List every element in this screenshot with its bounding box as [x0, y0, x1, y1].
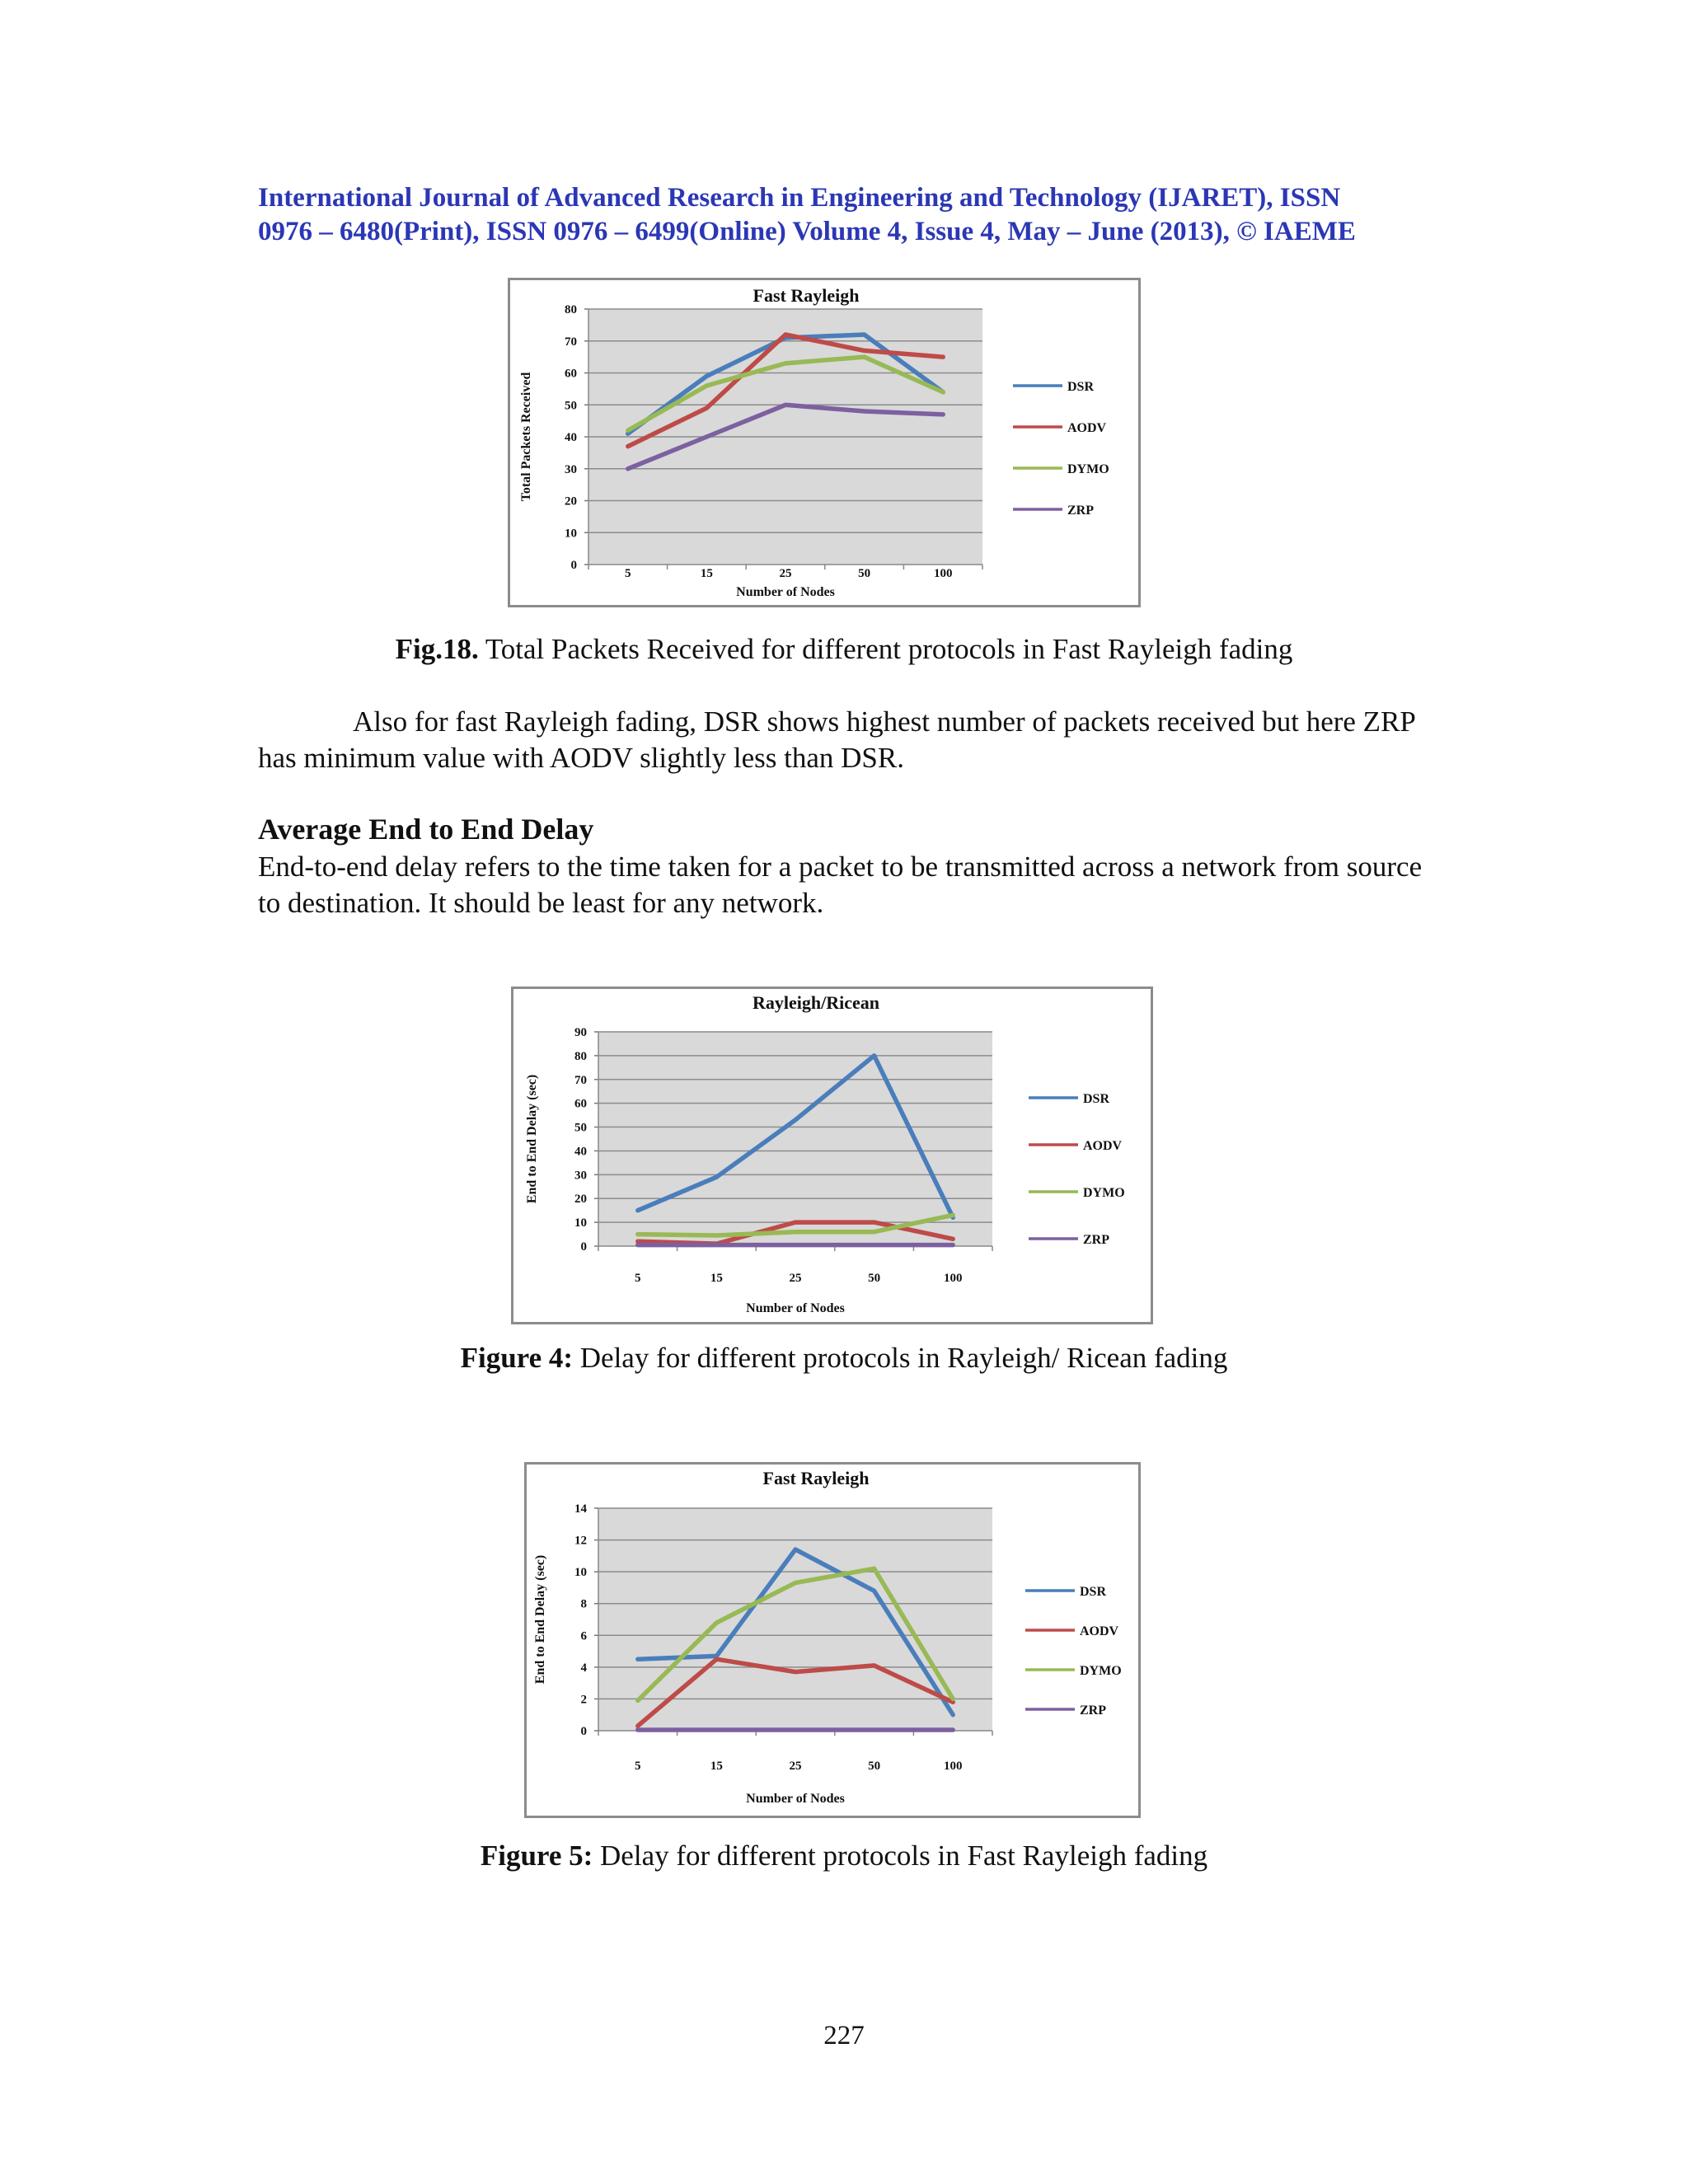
section-paragraph: End-to-end delay refers to the time taken for a packet to be transmitted across a network from source to destination. It should be least for any network. — [258, 851, 1423, 919]
chart-title: Fast Rayleigh — [762, 1468, 870, 1488]
fig18-caption — [0, 633, 1688, 666]
fig5-label: Figure 5: — [480, 1840, 593, 1872]
y-tick-label: 10 — [574, 1566, 587, 1580]
x-tick-label: 25 — [789, 1272, 802, 1285]
y-tick-label: 40 — [565, 431, 577, 444]
x-tick-label: 100 — [943, 1272, 963, 1285]
x-tick-label: 5 — [635, 1760, 641, 1773]
y-tick-label: 90 — [574, 1026, 587, 1039]
y-axis-label: End to End Delay (sec) — [533, 1554, 547, 1685]
legend-label-dymo: DYMO — [1080, 1664, 1122, 1678]
fig4-caption — [0, 1342, 1688, 1375]
header-line-2: 0976 – 6480(Print), ISSN 0976 – 6499(Online) Volume 4, Issue 4, May – June (2013), © IAEME — [258, 217, 1356, 246]
chart1-svg — [510, 280, 1138, 605]
y-tick-label: 20 — [565, 494, 577, 509]
x-tick-label: 15 — [710, 1760, 723, 1773]
chart-fast-rayleigh-packets — [508, 278, 1141, 607]
y-tick-label: 10 — [574, 1216, 587, 1230]
paragraph-1: Also for fast Rayleigh fading, DSR shows highest number of packets received but here ZRP has minimum value with AODV slightly less than DSR. — [258, 705, 1415, 774]
legend-label-dymo: DYMO — [1067, 462, 1109, 476]
chart2-svg — [513, 989, 1151, 1322]
y-tick-label: 30 — [574, 1169, 587, 1183]
legend-label-zrp: ZRP — [1080, 1704, 1106, 1718]
y-tick-label: 70 — [574, 1073, 587, 1087]
y-tick-label: 0 — [580, 1725, 587, 1738]
section-heading: Average End to End Delay — [258, 813, 594, 846]
y-tick-label: 30 — [565, 462, 577, 476]
y-tick-label: 8 — [580, 1597, 587, 1611]
x-tick-label: 25 — [789, 1760, 802, 1773]
chart-title: Fast Rayleigh — [753, 285, 860, 306]
chart-rayleigh-ricean-delay — [511, 987, 1153, 1324]
y-tick-label: 2 — [580, 1693, 587, 1707]
header-line-1: International Journal of Advanced Research in Engineering and Technology (IJARET), ISSN — [258, 183, 1341, 213]
y-tick-label: 0 — [580, 1240, 587, 1254]
legend-label-zrp: ZRP — [1083, 1233, 1109, 1247]
legend-label-aodv: AODV — [1067, 421, 1107, 435]
fig4-text: Delay for different protocols in Rayleigh/ Ricean fading — [573, 1342, 1228, 1374]
y-tick-label: 70 — [565, 335, 577, 349]
legend-label-dsr: DSR — [1083, 1092, 1110, 1106]
y-tick-label: 14 — [574, 1502, 587, 1516]
chart3-svg — [527, 1465, 1138, 1816]
y-tick-label: 12 — [574, 1534, 587, 1548]
x-axis-label: Number of Nodes — [736, 585, 835, 599]
chart-fast-rayleigh-delay — [524, 1462, 1141, 1818]
fig18-text: Total Packets Received for different protocols in Fast Rayleigh fading — [478, 633, 1293, 665]
x-axis-label: Number of Nodes — [746, 1792, 845, 1806]
x-tick-label: 100 — [933, 567, 953, 580]
y-tick-label: 80 — [574, 1049, 587, 1063]
x-axis-label: Number of Nodes — [746, 1301, 845, 1315]
legend-label-dymo: DYMO — [1083, 1186, 1125, 1200]
x-tick-label: 15 — [700, 567, 713, 580]
y-tick-label: 20 — [574, 1193, 587, 1207]
chart-title: Rayleigh/Ricean — [753, 992, 879, 1013]
x-tick-label: 15 — [710, 1272, 723, 1285]
fig18-label: Fig.18. — [395, 633, 479, 665]
y-tick-label: 10 — [565, 527, 577, 541]
legend-label-aodv: AODV — [1083, 1139, 1123, 1153]
fig5-text: Delay for different protocols in Fast Rayleigh fading — [593, 1840, 1208, 1872]
legend-label-aodv: AODV — [1080, 1624, 1119, 1638]
y-tick-label: 60 — [565, 367, 577, 381]
x-tick-label: 100 — [943, 1760, 963, 1773]
x-tick-label: 50 — [868, 1272, 881, 1285]
y-tick-label: 60 — [574, 1097, 587, 1111]
legend-label-zrp: ZRP — [1067, 504, 1094, 518]
y-tick-label: 50 — [565, 399, 577, 413]
legend-label-dsr: DSR — [1067, 380, 1095, 394]
fig5-caption — [0, 1840, 1688, 1872]
plot-area — [598, 1032, 992, 1246]
legend-label-dsr: DSR — [1080, 1585, 1107, 1599]
y-tick-label: 4 — [580, 1661, 587, 1675]
x-tick-label: 5 — [635, 1272, 641, 1285]
x-tick-label: 50 — [858, 567, 871, 580]
y-tick-label: 80 — [565, 303, 577, 316]
page-number: 227 — [823, 2021, 865, 2050]
y-tick-label: 50 — [574, 1121, 587, 1135]
plot-area — [598, 1508, 992, 1731]
y-tick-label: 40 — [574, 1145, 587, 1159]
x-tick-label: 50 — [868, 1760, 881, 1773]
x-tick-label: 5 — [625, 567, 631, 580]
journal-header — [258, 181, 1428, 249]
x-tick-label: 25 — [779, 567, 792, 580]
fig4-label: Figure 4: — [460, 1342, 574, 1374]
y-tick-label: 6 — [580, 1629, 587, 1643]
y-tick-label: 0 — [570, 559, 577, 572]
y-axis-label: End to End Delay (sec) — [525, 1074, 539, 1204]
y-axis-label: Total Packets Received — [519, 372, 533, 502]
